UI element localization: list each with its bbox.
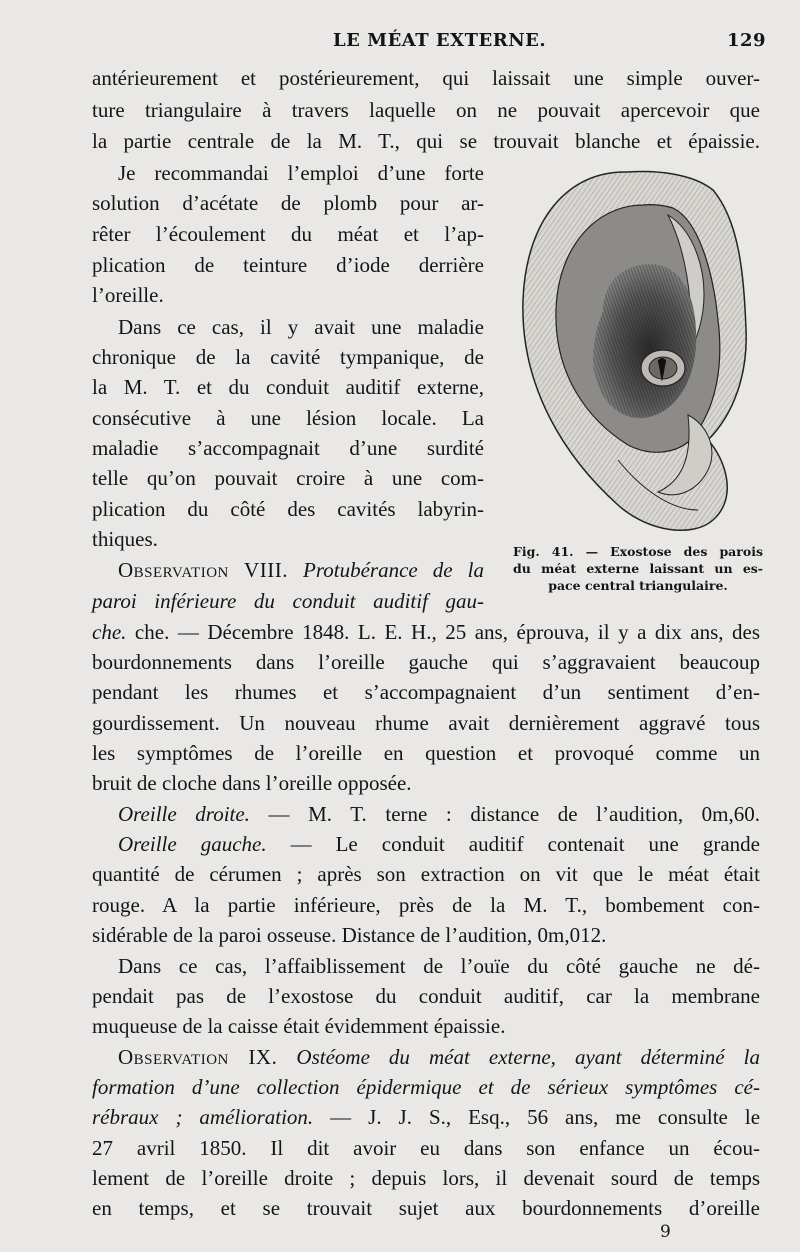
text-line: pendait pas de l’exostose du conduit auditif, car la membrane bbox=[92, 984, 760, 1008]
text-line: rêter l’écoulement du méat et l’ap- bbox=[92, 222, 484, 246]
text-line: rouge. A la partie inférieure, près de la M. T., bombement con- bbox=[92, 893, 760, 917]
text-line: la partie centrale de la M. T., qui se trouvait blanche et épaissie. bbox=[92, 129, 760, 153]
text-line: thiques. bbox=[92, 527, 158, 551]
text-line: ture triangulaire à travers laquelle on ne pouvait apercevoir que bbox=[92, 98, 760, 122]
figure-caption bbox=[513, 543, 763, 594]
observation-heading bbox=[118, 1042, 760, 1072]
text-line: consécutive à une lésion locale. La bbox=[92, 406, 484, 430]
text-line: lement de l’oreille droite ; depuis lors, il devenait sourd de temps bbox=[92, 1166, 760, 1190]
ear-illustration bbox=[508, 160, 760, 540]
text-span: che. — Décembre 1848. L. E. H., 25 ans, éprouva, il y a dix ans, des bbox=[134, 620, 760, 644]
text-span: — J. J. S., Esq., 56 ans, me consulte le bbox=[330, 1105, 761, 1129]
subheading: Oreille gauche. bbox=[118, 832, 267, 856]
observation-title: formation d’une collection épidermique et de sérieux symptômes cé- bbox=[92, 1075, 760, 1099]
signature-mark: 9 bbox=[660, 1222, 671, 1242]
text-line: plication du côté des cavités labyrin- bbox=[92, 497, 484, 521]
observation-title: paroi inférieure du conduit auditif gau- bbox=[92, 589, 484, 613]
observation-title: Protubérance de la bbox=[303, 558, 484, 582]
text-line: l’oreille. bbox=[92, 283, 164, 307]
text-line: solution d’acétate de plomb pour ar- bbox=[92, 191, 484, 215]
text-line: antérieurement et postérieurement, qui laissait une simple ouver- bbox=[92, 66, 760, 90]
running-title: LE MÉAT EXTERNE. bbox=[333, 30, 547, 51]
text-line: che. che. — Décembre 1848. L. E. H., 25 ans, éprouva, il y a dix ans, des bbox=[92, 620, 760, 644]
text-line: Je recommandai l’emploi d’une forte bbox=[118, 161, 484, 185]
observation-title: rébraux ; amélioration. bbox=[92, 1105, 314, 1129]
caption-line: Fig. 41. — Exostose des parois bbox=[513, 544, 763, 559]
text-line: 27 avril 1850. Il dit avoir eu dans son enfance un écou- bbox=[92, 1136, 760, 1160]
text-line: sidérable de la paroi osseuse. Distance de l’audition, 0m,012. bbox=[92, 923, 607, 947]
text-line: maladie s’accompagnait d’une surdité bbox=[92, 436, 484, 460]
text-line: pendant les rhumes et s’accompagnaient d’un sentiment d’en- bbox=[92, 680, 760, 704]
text-span: — Le conduit auditif contenait une grande bbox=[290, 832, 760, 856]
text-line: telle qu’on pouvait croire à une com- bbox=[92, 466, 484, 490]
text-line: muqueuse de la caisse était évidemment épaissie. bbox=[92, 1014, 506, 1038]
observation-heading bbox=[118, 555, 484, 585]
text-line: bourdonnements dans l’oreille gauche qui s’aggravaient beaucoup bbox=[92, 650, 760, 674]
observation-label: Observation IX. bbox=[118, 1045, 278, 1069]
text-line: la M. T. et du conduit auditif externe, bbox=[92, 375, 484, 399]
text-line: les symptômes de l’oreille en question et provoqué comme un bbox=[92, 741, 760, 765]
text-line bbox=[92, 1102, 760, 1132]
text-span: — M. T. terne : distance de l’audition, 0m,60. bbox=[268, 802, 760, 826]
text-line: Dans ce cas, l’affaiblissement de l’ouïe du côté gauche ne dé- bbox=[118, 954, 760, 978]
running-header bbox=[0, 30, 800, 56]
text-line: gourdissement. Un nouveau rhume avait dernièrement aggravé tous bbox=[92, 711, 760, 735]
caption-line: pace central triangulaire. bbox=[548, 578, 728, 593]
text-line bbox=[92, 1072, 760, 1102]
text-line bbox=[92, 586, 484, 616]
text-line: Dans ce cas, il y avait une maladie bbox=[118, 315, 484, 339]
text-line: en temps, et se trouvait sujet aux bourdonnements d’oreille bbox=[92, 1196, 760, 1220]
observation-title: Ostéome du méat externe, ayant déterminé la bbox=[296, 1045, 761, 1069]
text-line: plication de teinture d’iode derrière bbox=[92, 253, 484, 277]
text-line bbox=[118, 829, 760, 859]
subheading: Oreille droite. bbox=[118, 802, 250, 826]
caption-line: du méat externe laissant un es- bbox=[513, 561, 763, 576]
page-number: 129 bbox=[727, 30, 767, 51]
text-line: chronique de la cavité tympanique, de bbox=[92, 345, 484, 369]
observation-label: Observation VIII. bbox=[118, 558, 288, 582]
text-line: bruit de cloche dans l’oreille opposée. bbox=[92, 771, 412, 795]
text-line bbox=[118, 799, 760, 829]
text-line: quantité de cérumen ; après son extraction on vit que le méat était bbox=[92, 862, 760, 886]
